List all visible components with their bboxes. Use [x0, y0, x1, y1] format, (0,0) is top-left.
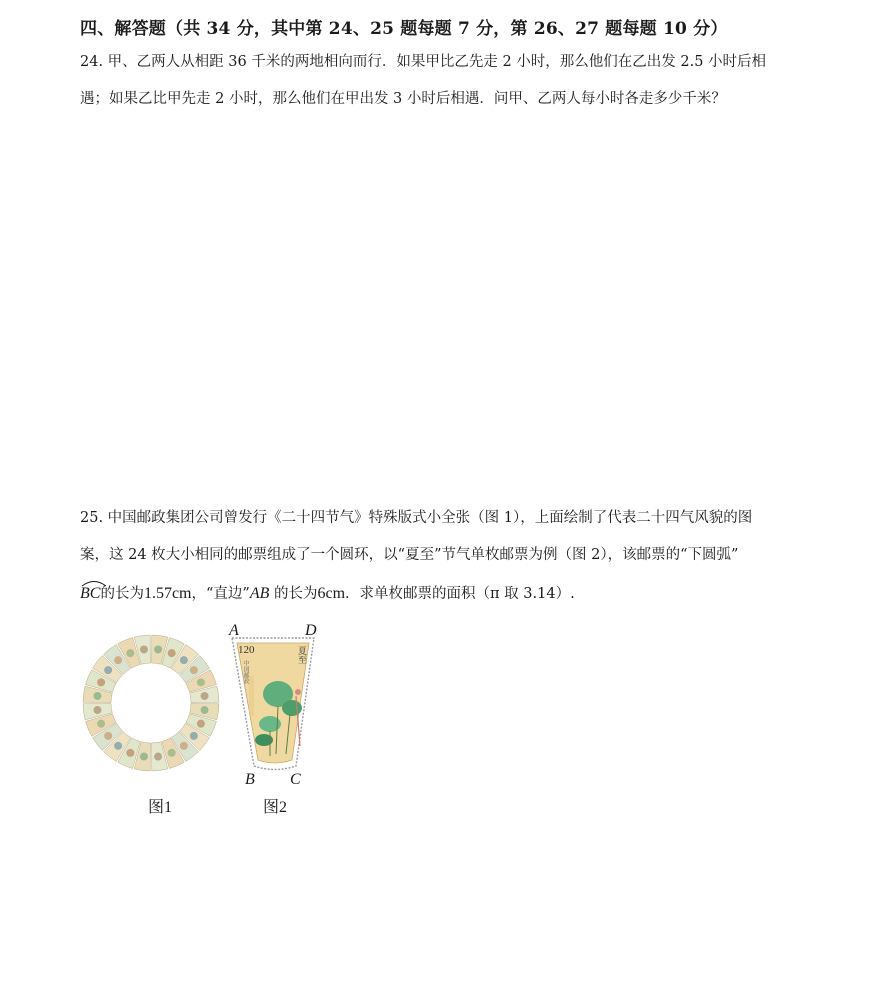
arc-mark-icon — [81, 579, 107, 587]
point-a-label: A — [229, 622, 239, 639]
ring-stamp-motif — [114, 742, 122, 750]
arc-length: 1.57cm — [143, 585, 192, 602]
point-c-label: C — [290, 771, 301, 788]
ring-stamp-motif — [180, 742, 188, 750]
ring-stamp-motif — [154, 645, 162, 653]
ring-stamp-motif — [190, 732, 198, 740]
ring-stamp-motif — [190, 666, 198, 674]
ring-stamp-motif — [114, 656, 122, 664]
point-b-label: B — [245, 771, 255, 788]
ring-stamp-motif — [93, 706, 101, 714]
segment-ab-label: AB — [249, 585, 270, 602]
q24-line1: 24. 甲、乙两人从相距 36 千米的两地相向而行．如果甲比乙先走 2 小时，那么他们在乙出发 2.5 小时后相 — [80, 54, 767, 70]
q25-line2: 案，这 24 枚大小相同的邮票组成了一个圆环，以“夏至”节气单枚邮票为例（图 2），该邮票的“下圆弧” — [80, 547, 739, 563]
ring-stamp-motif — [104, 732, 112, 740]
ring-stamp-motif — [140, 645, 148, 653]
q25-text-2: ，“直边” — [191, 586, 250, 602]
q25-line1: 25. 中国邮政集团公司曾发行《二十四节气》特殊版式小全张（图 1），上面绘制了代表二十四气风貌的图 — [80, 510, 753, 526]
q25-text-4: ．求单枚邮票的面积（π 取 3.14）. — [345, 586, 575, 602]
q24-line2: 遇；如果乙比甲先走 2 小时，那么他们在甲出发 3 小时后相遇．问甲、乙两人每小时各走多少千米？ — [80, 91, 726, 107]
segment-length: 6cm — [317, 585, 346, 602]
ring-stamp-motif — [197, 678, 205, 686]
ring-stamp-motif — [168, 749, 176, 757]
ring-stamp-motif — [104, 666, 112, 674]
ring-stamp-motif — [197, 720, 205, 728]
ring-stamp-motif — [201, 692, 209, 700]
q25-line3 — [80, 582, 575, 603]
ring-stamp-motif — [180, 656, 188, 664]
ring-stamp-motif — [154, 753, 162, 761]
stamp-name: 夏至 — [296, 646, 306, 664]
point-d-label: D — [305, 622, 317, 639]
figure2-caption: 图2 — [263, 799, 288, 816]
ring-stamp-motif — [97, 678, 105, 686]
ring-stamp-motif — [97, 720, 105, 728]
stamp-value: 120 — [238, 644, 255, 656]
q25-text-3: 的长为 — [273, 586, 318, 602]
ring-stamp-motif — [126, 749, 134, 757]
figure1-caption: 图1 — [148, 799, 173, 816]
ring-stamp-motif — [168, 649, 176, 657]
ring-stamp-motif — [126, 649, 134, 657]
stamp-ring-figure — [80, 632, 222, 774]
ring-stamp-motif — [140, 753, 148, 761]
stamp-country: 中国邮政 — [242, 660, 249, 684]
section-title: 四、解答题（共 34 分，其中第 24、25 题每题 7 分，第 26、27 题每题 10 分） — [80, 19, 728, 39]
ring-stamp-motif — [201, 706, 209, 714]
ring-stamp-motif — [93, 692, 101, 700]
q25-text-1: 的长为 — [100, 586, 144, 602]
arc-bc-label: BC — [80, 585, 100, 603]
